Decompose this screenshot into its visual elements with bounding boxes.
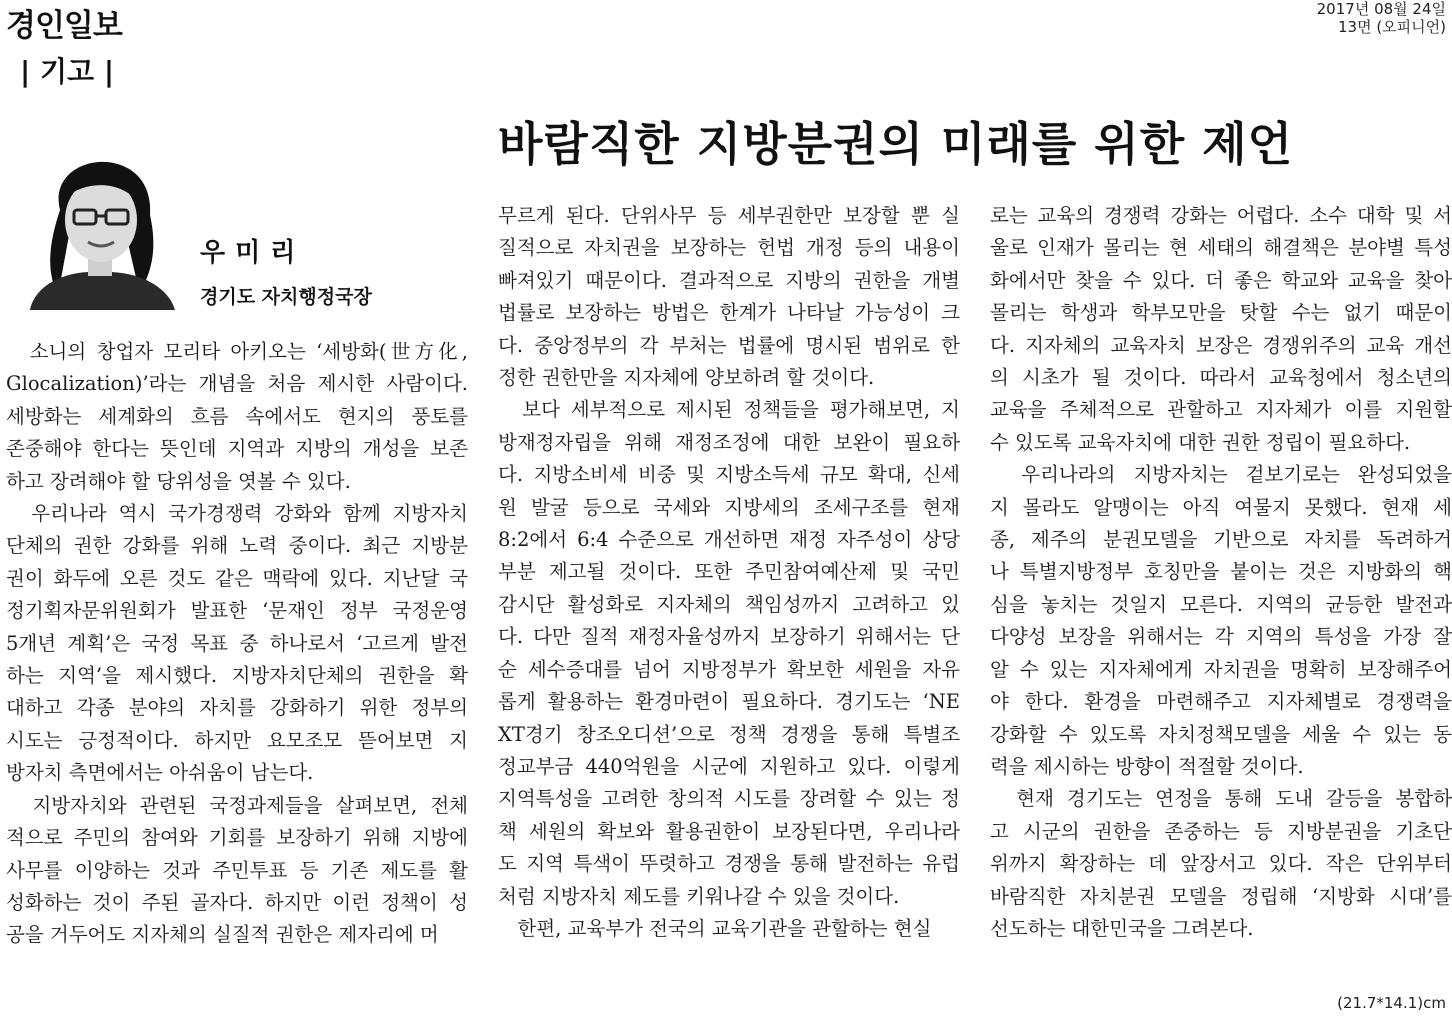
author-portrait-image [10, 120, 190, 310]
article-line: 8:2에서 6:4 수준으로 개선하면 재정 자주성이 상당 [498, 528, 960, 552]
article-line: 화에서만 찾을 수 있다. 더 좋은 학교와 교육을 찾아 [990, 268, 1452, 292]
article-size: (21.7*14.1)cm [1337, 994, 1446, 1012]
article-line: 지방자치와 관련된 국정과제들을 살펴보면, 전체 [6, 793, 468, 817]
publication-date: 2017년 08월 24일 [1316, 0, 1446, 18]
article-line: 공을 거두어도 지자체의 실질적 권한은 제자리에 머 [6, 923, 439, 947]
publication-info [1317, 0, 1446, 36]
author-title: 경기도 자치행정국장 [200, 286, 372, 308]
article-line: 야 한다. 환경을 마련해주고 지자체별로 경쟁력을 [990, 690, 1452, 714]
article-line: 종, 제주의 분권모델을 기반으로 자치를 독려하거 [990, 528, 1452, 552]
article-column-3 [990, 200, 1452, 945]
article-line: 지 몰라도 알맹이는 아직 여물지 못했다. 현재 세 [990, 495, 1452, 519]
article-line: 력을 제시하는 방향이 적절할 것이다. [990, 754, 1304, 778]
article-line: 롭게 활용하는 환경마련이 필요하다. 경기도는 ‘NE [498, 690, 960, 714]
article-line: 다. 다만 질적 재정자율성까지 보장하기 위해서는 단 [498, 625, 960, 649]
article-line: 소니의 창업자 모리타 아키오는 ‘세방화(世方化, [6, 340, 468, 363]
article-line: 다. 지방소비세 비중 및 지방소득세 규모 확대, 신세 [498, 463, 960, 487]
article-line: 고 시군의 권한을 존중하는 등 지방분권을 기초단 [990, 819, 1452, 843]
author-name: 우미리 [200, 238, 306, 268]
article-line: 정교부금 440억원을 시군에 지원하고 있다. 이렇게 [498, 754, 960, 778]
article-line: 방자치 측면에서는 아쉬움이 남는다. [6, 761, 314, 785]
article-line: 처럼 지방자치 제도를 키워나갈 수 있을 것이다. [498, 884, 900, 908]
article-line: 선도하는 대한민국을 그려본다. [990, 916, 1254, 940]
section-label: | 기고 | [20, 55, 115, 88]
article-line: 하고 장려해야 할 당위성을 엿볼 수 있다. [6, 469, 351, 493]
article-line: 도 지역 특색이 뚜렷하고 경쟁을 통해 발전하는 유럽 [498, 852, 960, 876]
article-line: 5개년 계획’은 국정 목표 중 하나로서 ‘고르게 발전 [6, 631, 468, 655]
article-line: 성화하는 것이 주된 골자다. 하지만 이런 정책이 성 [6, 890, 468, 914]
article-headline: 바람직한 지방분권의 미래를 위한 제언 [498, 117, 1294, 171]
article-line: 교육을 주체적으로 관할하고 지자체가 이를 지원할 [990, 398, 1452, 422]
article-line: 위까지 확장하는 데 앞장서고 있다. 작은 단위부터 [990, 852, 1452, 876]
article-line: 방재정자립을 위해 재정조정에 대한 보완이 필요하 [498, 430, 960, 454]
article-line: 다. 중앙정부의 각 부처는 법률에 명시된 범위로 한 [498, 333, 960, 357]
article-line: 바람직한 자치분권 모델을 정립해 ‘지방화 시대’를 [990, 884, 1452, 908]
article-line: 빠져있기 때문이다. 결과적으로 지방의 권한을 개별 [498, 268, 960, 292]
article-line: 세방화는 세계화의 흐름 속에서도 현지의 풍토를 [6, 404, 468, 428]
article-line: 질적으로 자치권을 보장하는 헌법 개정 등의 내용이 [498, 236, 960, 260]
article-line: 한편, 교육부가 전국의 교육기관을 관할하는 현실 [498, 916, 932, 940]
article-line: 단체의 권한 강화를 위해 노력 중이다. 최근 지방분 [6, 534, 468, 558]
article-line: 사무를 이양하는 것과 주민투표 등 기존 제도를 활 [6, 858, 468, 882]
article-line: 책 세원의 확보와 활용권한이 보장된다면, 우리나라 [498, 819, 960, 843]
article-line: 의 시초가 될 것이다. 따라서 교육청에서 청소년의 [990, 366, 1452, 390]
article-line: 적으로 주민의 참여와 기회를 보장하기 위해 지방에 [6, 826, 468, 850]
article-line: XT경기 창조오디션’으로 정책 경쟁을 통해 특별조 [498, 722, 960, 746]
article-line: 시도는 긍정적이다. 하지만 요모조모 뜯어보면 지 [6, 728, 468, 752]
article-column-1 [6, 336, 468, 952]
article-line: 보다 세부적으로 제시된 정책들을 평가해보면, 지 [498, 398, 960, 422]
article-column-2 [498, 200, 960, 945]
article-line: 현재 경기도는 연정을 통해 도내 갈등을 봉합하 [990, 787, 1452, 811]
article-line: 지역특성을 고려한 창의적 시도를 장려할 수 있는 정 [498, 787, 960, 811]
article-line: 권이 화두에 오른 것도 같은 맥락에 있다. 지난달 국 [6, 566, 468, 590]
article-line: 우리나라의 지방자치는 겉보기로는 완성되었을 [990, 463, 1452, 487]
article-line: 대하고 각종 분야의 자치를 강화하기 위한 정부의 [6, 696, 468, 720]
page-number: 13면 (오피니언) [1337, 18, 1446, 36]
article-line: 다. 지자체의 교육자치 보장은 경쟁위주의 교육 개선 [990, 333, 1452, 357]
article-line: 다양성 보장을 위해서는 각 지역의 특성을 가장 잘 [990, 625, 1452, 649]
article-line: 원 발굴 등으로 국세와 지방세의 조세구조를 현재 [498, 495, 960, 519]
author-photo [10, 120, 190, 310]
article-line: 순 세수증대를 넘어 지방정부가 확보한 세원을 자유 [498, 657, 960, 681]
article-line: 정기획자문위원회가 발표한 ‘문재인 정부 국정운영 [6, 599, 468, 623]
article-line: 나 특별지방정부 호칭만을 붙이는 것은 지방화의 핵 [990, 560, 1452, 584]
article-line: 정한 권한만을 지자체에 양보하려 할 것이다. [498, 366, 875, 390]
article-line: 존중해야 한다는 뜻인데 지역과 지방의 개성을 보존 [6, 437, 468, 461]
article-line: Glocalization)’라는 개념을 처음 제시한 사람이다. [6, 372, 468, 396]
article-line: 로는 교육의 경쟁력 강화는 어렵다. 소수 대학 및 서 [990, 204, 1452, 227]
masthead-logo: 경인일보 [6, 8, 122, 44]
article-line: 심을 놓치는 것일지 모른다. 지역의 균등한 발전과 [990, 592, 1452, 616]
article-line: 울로 인재가 몰리는 현 세태의 해결책은 분야별 특성 [990, 236, 1452, 260]
article-line: 부분 제고될 것이다. 또한 주민참여예산제 및 국민 [498, 560, 960, 584]
article-line: 하는 지역’을 제시했다. 지방자치단체의 권한을 확 [6, 664, 468, 688]
article-line: 우리나라 역시 국가경쟁력 강화와 함께 지방자치 [6, 502, 468, 526]
article-line: 몰리는 학생과 학부모만을 탓할 수는 없기 때문이 [990, 301, 1452, 325]
article-line: 강화할 수 있도록 자치정책모델을 세울 수 있는 동 [990, 722, 1452, 746]
article-line: 수 있도록 교육자치에 대한 권한 정립이 필요하다. [990, 430, 1411, 454]
article-line: 감시단 활성화로 지자체의 책임성까지 고려하고 있 [498, 592, 960, 616]
article-line: 무르게 된다. 단위사무 등 세부권한만 보장할 뿐 실 [498, 204, 960, 227]
article-line: 법률로 보장하는 방법은 한계가 나타날 가능성이 크 [498, 301, 960, 325]
article-line: 알 수 있는 지자체에게 자치권을 명확히 보장해주어 [990, 657, 1452, 681]
